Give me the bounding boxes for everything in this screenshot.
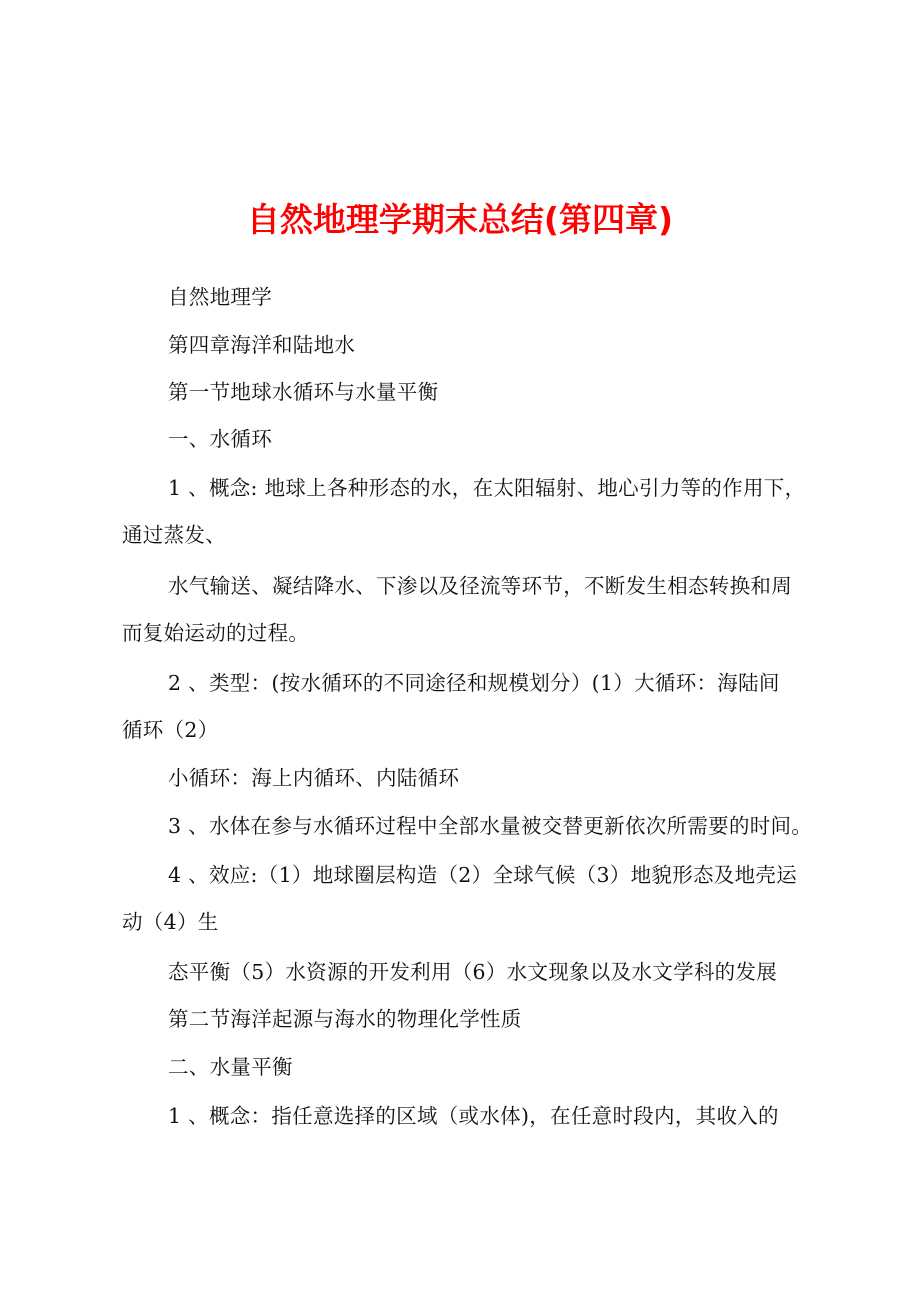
paragraph-line: 3 、水体在参与水循环过程中全部水量被交替更新依次所需要的时间。 xyxy=(168,814,813,838)
paragraph-heading-water-balance xyxy=(122,1044,812,1091)
paragraph-line: 第二节海洋起源与海水的物理化学性质 xyxy=(168,1007,522,1031)
paragraph-line: 水气输送、凝结降水、下渗以及径流等环节，不断发生相态转换和周 xyxy=(168,574,792,598)
paragraph-section-1 xyxy=(122,369,812,416)
paragraph-line: 循环（2） xyxy=(122,718,219,742)
paragraph-small-cycle xyxy=(122,755,812,802)
paragraph-line: 4 、效应:（1）地球圈层构造（2）全球气候（3）地貌形态及地壳运 xyxy=(168,863,797,887)
paragraph-line: 动（4）生 xyxy=(122,910,219,934)
paragraph-heading-water-cycle xyxy=(122,416,812,463)
paragraph-subject xyxy=(122,274,812,321)
paragraph-line: 第四章海洋和陆地水 xyxy=(168,333,356,357)
paragraph-types xyxy=(122,660,812,754)
paragraph-effects-cont xyxy=(122,949,812,996)
paragraph-concept-cont xyxy=(122,563,812,657)
paragraph-effects xyxy=(122,852,812,946)
paragraph-line: 自然地理学 xyxy=(168,285,272,309)
document-title: 自然地理学期末总结(第四章) xyxy=(246,200,674,239)
paragraph-line: 二、水量平衡 xyxy=(168,1055,293,1079)
paragraph-concept xyxy=(122,465,812,559)
paragraph-chapter xyxy=(122,322,812,369)
paragraph-balance-concept xyxy=(122,1093,812,1140)
paragraph-line: 第一节地球水循环与水量平衡 xyxy=(168,380,439,404)
paragraph-line: 通过蒸发、 xyxy=(122,523,226,547)
paragraph-line: 一、水循环 xyxy=(168,427,272,451)
paragraph-section-2 xyxy=(122,996,812,1043)
paragraph-line: 态平衡（5）水资源的开发利用（6）水文现象以及水文学科的发展 xyxy=(168,960,778,984)
paragraph-line: 1 、概念：指任意选择的区域（或水体)，在任意时段内，其收入的 xyxy=(168,1104,779,1128)
paragraph-line: 小循环：海上内循环、内陆循环 xyxy=(168,766,460,790)
paragraph-line: 1 、概念: 地球上各种形态的水，在太阳辐射、地心引力等的作用下， xyxy=(168,476,806,500)
paragraph-line: 而复始运动的过程。 xyxy=(122,621,310,645)
paragraph-line: 2 、类型：(按水循环的不同途径和规模划分）(1）大循环：海陆间 xyxy=(168,671,780,695)
paragraph-renewal-time xyxy=(122,803,812,850)
